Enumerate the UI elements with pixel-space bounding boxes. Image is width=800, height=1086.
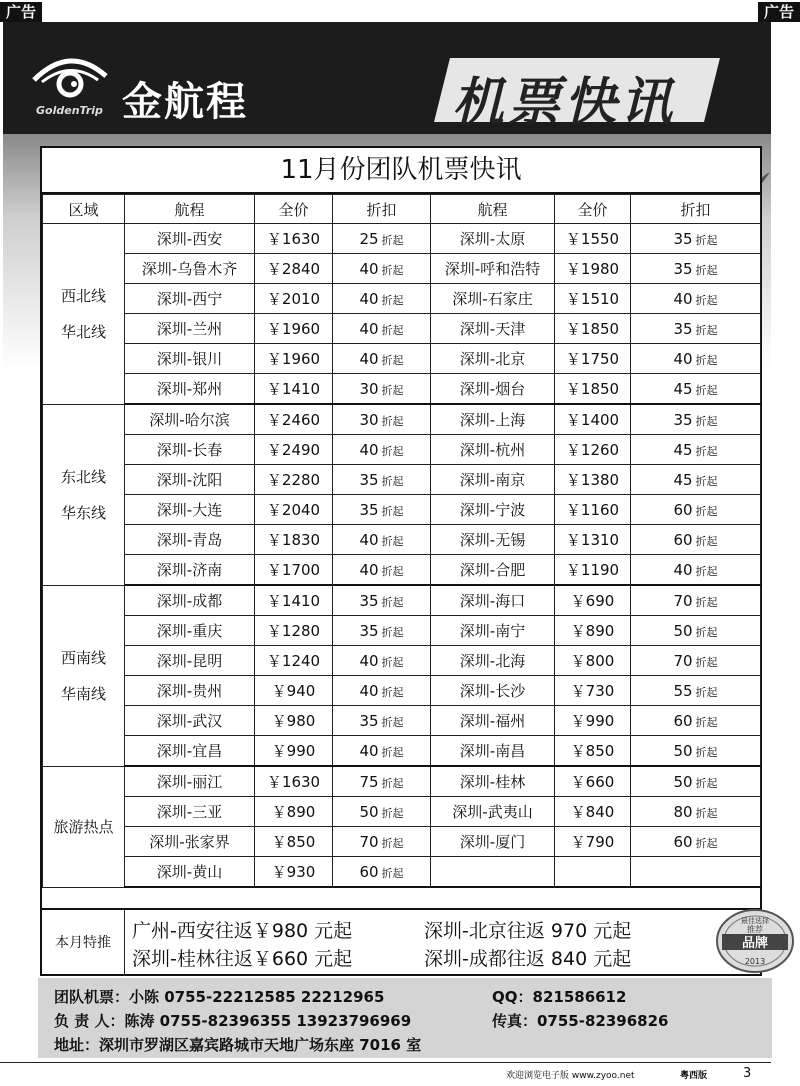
region-label: 华南线 [60,684,106,703]
route-cell: 深圳-武夷山 [431,797,555,827]
table-row [43,314,761,344]
route-cell: 深圳-无锡 [431,525,555,555]
discount-value: 35 [673,410,693,429]
price-cell: ￥800 [555,646,631,676]
table-row [43,284,761,314]
price-cell: ￥1830 [255,525,333,555]
route-cell: 深圳-西宁 [125,284,255,314]
discount-suffix: 折起 [695,836,718,850]
header-discount: 折扣 [631,195,761,224]
discount-cell [333,374,431,405]
discount-cell [631,827,761,857]
logo-english: GoldenTrip [36,104,103,117]
fare-card [40,146,762,976]
discount-suffix: 折起 [381,233,404,247]
discount-value: 35 [359,470,379,489]
discount-cell [333,797,431,827]
discount-suffix: 折起 [381,776,404,790]
price-cell: ￥690 [555,585,631,616]
discount-suffix: 折起 [381,866,404,880]
contact-qq: QQ：821586612 [492,988,627,1006]
discount-suffix: 折起 [695,383,718,397]
discount-cell [333,495,431,525]
price-cell: ￥1400 [555,404,631,435]
region-cell [43,224,125,405]
discount-suffix: 折起 [695,263,718,277]
route-cell: 深圳-杭州 [431,435,555,465]
route-cell: 深圳-合肥 [431,555,555,586]
discount-cell [333,706,431,736]
discount-value: 45 [673,440,693,459]
promo-line: 深圳-桂林往返￥660 元起 [132,948,353,970]
discount-cell [333,404,431,435]
page-number: 3 [743,1066,752,1081]
discount-cell [631,797,761,827]
table-row [43,525,761,555]
price-cell: ￥2010 [255,284,333,314]
contact-address: 地址：深圳市罗湖区嘉宾路城市天地广场东座 7016 室 [54,1036,422,1054]
table-row [43,736,761,767]
table-row [43,555,761,586]
route-cell: 深圳-呼和浩特 [431,254,555,284]
discount-suffix: 折起 [381,504,404,518]
table-row [43,676,761,706]
discount-value: 35 [673,259,693,278]
discount-suffix: 折起 [381,444,404,458]
price-cell [555,857,631,888]
route-cell: 深圳-黄山 [125,857,255,888]
banner-title: 机票快讯 [452,73,677,133]
price-cell: ￥930 [255,857,333,888]
golden-trip-eye-logo-icon [30,50,110,102]
monthly-promo [42,908,760,976]
table-row [43,404,761,435]
route-cell: 深圳-三亚 [125,797,255,827]
route-cell: 深圳-南宁 [431,616,555,646]
price-cell: ￥1700 [255,555,333,586]
discount-cell [631,646,761,676]
discount-cell [631,404,761,435]
table-row [43,374,761,405]
discount-suffix: 折起 [695,595,718,609]
discount-suffix: 折起 [695,806,718,820]
discount-value: 60 [359,862,379,881]
discount-cell [333,465,431,495]
discount-value: 70 [359,832,379,851]
discount-value: 60 [673,530,693,549]
promo-label: 本月特推 [42,910,125,976]
top-bar [0,0,800,22]
discount-value: 40 [359,259,379,278]
header-route: 航程 [125,195,255,224]
route-cell: 深圳-青岛 [125,525,255,555]
region-cell [43,766,125,887]
discount-suffix: 折起 [381,836,404,850]
discount-suffix: 折起 [381,534,404,548]
region-label: 东北线 [60,467,106,486]
price-cell: ￥1310 [555,525,631,555]
price-cell: ￥990 [255,736,333,767]
discount-value: 60 [673,711,693,730]
price-cell: ￥1750 [555,344,631,374]
route-cell: 深圳-成都 [125,585,255,616]
route-cell: 深圳-石家庄 [431,284,555,314]
footer-rule [0,1062,771,1063]
discount-cell [631,314,761,344]
discount-suffix: 折起 [695,414,718,428]
price-cell: ￥2840 [255,254,333,284]
discount-suffix: 折起 [695,655,718,669]
route-cell: 深圳-银川 [125,344,255,374]
header-price: 全价 [255,195,333,224]
discount-value: 40 [359,319,379,338]
discount-suffix: 折起 [381,474,404,488]
discount-cell [333,736,431,767]
route-cell: 深圳-烟台 [431,374,555,405]
price-cell: ￥1960 [255,344,333,374]
discount-cell [333,314,431,344]
region-cell [43,585,125,766]
discount-value: 35 [673,319,693,338]
price-cell: ￥940 [255,676,333,706]
badge-top-text: 最佳选择 [741,917,769,925]
discount-suffix: 折起 [381,383,404,397]
route-cell: 深圳-长春 [125,435,255,465]
discount-value: 45 [673,470,693,489]
discount-suffix: 折起 [695,715,718,729]
region-label: 华东线 [60,503,106,522]
route-cell: 深圳-厦门 [431,827,555,857]
price-cell: ￥980 [255,706,333,736]
discount-cell [631,344,761,374]
discount-value: 50 [673,621,693,640]
discount-value: 45 [673,379,693,398]
price-cell: ￥1980 [555,254,631,284]
discount-cell [631,706,761,736]
table-row [43,254,761,284]
region-label: 西南线 [60,648,106,667]
route-cell: 深圳-西安 [125,224,255,254]
price-cell: ￥1280 [255,616,333,646]
discount-value: 60 [673,500,693,519]
discount-cell [333,766,431,797]
route-cell: 深圳-哈尔滨 [125,404,255,435]
route-cell: 深圳-宁波 [431,495,555,525]
route-cell: 深圳-大连 [125,495,255,525]
discount-cell [631,676,761,706]
contact-manager: 负 责 人：陈涛 0755-82396355 13923796969 [54,1012,412,1030]
discount-value: 40 [359,349,379,368]
discount-value: 50 [673,772,693,791]
route-cell: 深圳-济南 [125,555,255,586]
contact-fax: 传真：0755-82396826 [492,1012,669,1030]
discount-suffix: 折起 [695,776,718,790]
discount-suffix: 折起 [695,685,718,699]
price-cell: ￥1410 [255,585,333,616]
price-cell: ￥1960 [255,314,333,344]
discount-suffix: 折起 [695,534,718,548]
contact-group-tickets: 团队机票：小陈 0755-22212585 22212965 [54,988,385,1006]
ad-tag-right: 广告 [758,2,800,22]
discount-suffix: 折起 [381,293,404,307]
promo-line: 广州-西安往返￥980 元起 [132,920,353,942]
discount-value: 35 [359,500,379,519]
price-cell: ￥2490 [255,435,333,465]
table-row [43,585,761,616]
discount-cell [333,857,431,888]
discount-suffix: 折起 [695,504,718,518]
ad-tag-left: 广告 [0,2,42,22]
price-cell: ￥1260 [555,435,631,465]
discount-value: 50 [673,741,693,760]
discount-cell [631,465,761,495]
brand-badge-icon [712,908,798,974]
discount-value: 40 [359,741,379,760]
header-region: 区域 [43,195,125,224]
table-row [43,344,761,374]
route-cell: 深圳-昆明 [125,646,255,676]
discount-cell [333,585,431,616]
badge-year: 2013 [744,957,766,966]
discount-cell [631,495,761,525]
discount-cell [333,435,431,465]
price-cell: ￥660 [555,766,631,797]
badge-big-text: 品牌 [741,936,769,951]
discount-cell [333,284,431,314]
route-cell: 深圳-武汉 [125,706,255,736]
discount-value: 35 [673,229,693,248]
discount-suffix: 折起 [381,685,404,699]
price-cell: ￥1630 [255,766,333,797]
discount-value: 35 [359,591,379,610]
fare-table [42,194,761,888]
price-cell: ￥1850 [555,314,631,344]
discount-suffix: 折起 [695,293,718,307]
header-discount: 折扣 [333,195,431,224]
discount-value: 40 [359,560,379,579]
route-cell: 深圳-丽江 [125,766,255,797]
price-cell: ￥1850 [555,374,631,405]
discount-cell [333,224,431,254]
price-cell: ￥1630 [255,224,333,254]
price-cell: ￥840 [555,797,631,827]
table-row [43,797,761,827]
discount-cell [333,344,431,374]
discount-suffix: 折起 [381,564,404,578]
route-cell: 深圳-重庆 [125,616,255,646]
footer-website[interactable]: 欢迎浏览电子版 www.zyoo.net [506,1071,635,1081]
price-cell: ￥1510 [555,284,631,314]
table-header-row [43,195,761,224]
discount-value: 30 [359,410,379,429]
badge-mid-text: 推荐 [747,925,763,934]
discount-value: 40 [673,349,693,368]
route-cell: 深圳-福州 [431,706,555,736]
route-cell: 深圳-兰州 [125,314,255,344]
discount-suffix: 折起 [695,625,718,639]
region-label: 华北线 [60,322,106,341]
price-cell: ￥1550 [555,224,631,254]
table-row [43,616,761,646]
discount-cell [631,736,761,767]
route-cell: 深圳-桂林 [431,766,555,797]
price-cell: ￥1160 [555,495,631,525]
discount-cell [333,254,431,284]
discount-cell [333,525,431,555]
route-cell: 深圳-沈阳 [125,465,255,495]
table-row [43,646,761,676]
discount-suffix: 折起 [381,353,404,367]
route-cell: 深圳-乌鲁木齐 [125,254,255,284]
table-row [43,766,761,797]
discount-cell [333,827,431,857]
route-cell: 深圳-海口 [431,585,555,616]
table-row [43,706,761,736]
table-row [43,465,761,495]
discount-cell [631,374,761,405]
discount-cell [333,616,431,646]
discount-suffix: 折起 [695,444,718,458]
discount-value: 40 [359,651,379,670]
route-cell: 深圳-上海 [431,404,555,435]
route-cell: 深圳-北京 [431,344,555,374]
discount-cell [631,254,761,284]
promo-line: 深圳-成都往返 840 元起 [424,948,632,970]
discount-suffix: 折起 [695,353,718,367]
discount-cell [631,435,761,465]
page-title: 11月份团队机票快讯 [42,148,760,194]
discount-value: 60 [673,832,693,851]
route-cell: 深圳-张家界 [125,827,255,857]
discount-value: 70 [673,651,693,670]
discount-value: 25 [359,229,379,248]
table-row [43,857,761,888]
price-cell: ￥1380 [555,465,631,495]
discount-suffix: 折起 [695,564,718,578]
table-row [43,435,761,465]
region-label: 西北线 [60,286,106,305]
discount-suffix: 折起 [695,745,718,759]
discount-suffix: 折起 [695,233,718,247]
discount-cell [631,284,761,314]
discount-value: 55 [673,681,693,700]
discount-value: 40 [359,681,379,700]
discount-value: 35 [359,711,379,730]
discount-value: 30 [359,379,379,398]
discount-suffix: 折起 [381,625,404,639]
discount-suffix: 折起 [381,263,404,277]
region-cell [43,404,125,585]
price-cell: ￥850 [255,827,333,857]
discount-suffix: 折起 [381,323,404,337]
discount-suffix: 折起 [381,655,404,669]
route-cell: 深圳-天津 [431,314,555,344]
discount-suffix: 折起 [381,715,404,729]
discount-cell [333,555,431,586]
discount-cell [333,646,431,676]
discount-cell [631,555,761,586]
route-cell: 深圳-南昌 [431,736,555,767]
discount-value: 75 [359,772,379,791]
price-cell: ￥1190 [555,555,631,586]
logo-chinese: 金航程 [122,79,248,125]
discount-value: 40 [359,289,379,308]
route-cell: 深圳-宜昌 [125,736,255,767]
route-cell: 深圳-北海 [431,646,555,676]
price-cell: ￥790 [555,827,631,857]
discount-value: 70 [673,591,693,610]
discount-cell [333,676,431,706]
price-cell: ￥1240 [255,646,333,676]
route-cell: 深圳-郑州 [125,374,255,405]
discount-value: 35 [359,621,379,640]
region-label: 旅游热点 [53,817,114,836]
discount-cell [631,585,761,616]
route-cell: 深圳-贵州 [125,676,255,706]
discount-cell [631,857,761,888]
header-route: 航程 [431,195,555,224]
promo-line: 深圳-北京往返 970 元起 [424,920,632,942]
discount-value: 40 [359,530,379,549]
price-cell: ￥890 [555,616,631,646]
discount-suffix: 折起 [381,806,404,820]
route-cell: 深圳-太原 [431,224,555,254]
route-cell: 深圳-南京 [431,465,555,495]
discount-value: 40 [673,289,693,308]
discount-suffix: 折起 [695,323,718,337]
price-cell: ￥890 [255,797,333,827]
discount-value: 80 [673,802,693,821]
table-row [43,224,761,254]
discount-suffix: 折起 [381,414,404,428]
discount-value: 40 [673,560,693,579]
price-cell: ￥2040 [255,495,333,525]
discount-cell [631,224,761,254]
price-cell: ￥2460 [255,404,333,435]
discount-suffix: 折起 [381,745,404,759]
route-cell [431,857,555,888]
price-cell: ￥730 [555,676,631,706]
table-row [43,495,761,525]
discount-value: 40 [359,440,379,459]
price-cell: ￥850 [555,736,631,767]
discount-value: 50 [359,802,379,821]
discount-cell [631,616,761,646]
discount-suffix: 折起 [695,474,718,488]
discount-cell [631,525,761,555]
footer-edition: 粤西版 [680,1071,708,1081]
price-cell: ￥990 [555,706,631,736]
price-cell: ￥1410 [255,374,333,405]
discount-suffix: 折起 [381,595,404,609]
price-cell: ￥2280 [255,465,333,495]
table-row [43,827,761,857]
route-cell: 深圳-长沙 [431,676,555,706]
header-price: 全价 [555,195,631,224]
discount-cell [631,766,761,797]
